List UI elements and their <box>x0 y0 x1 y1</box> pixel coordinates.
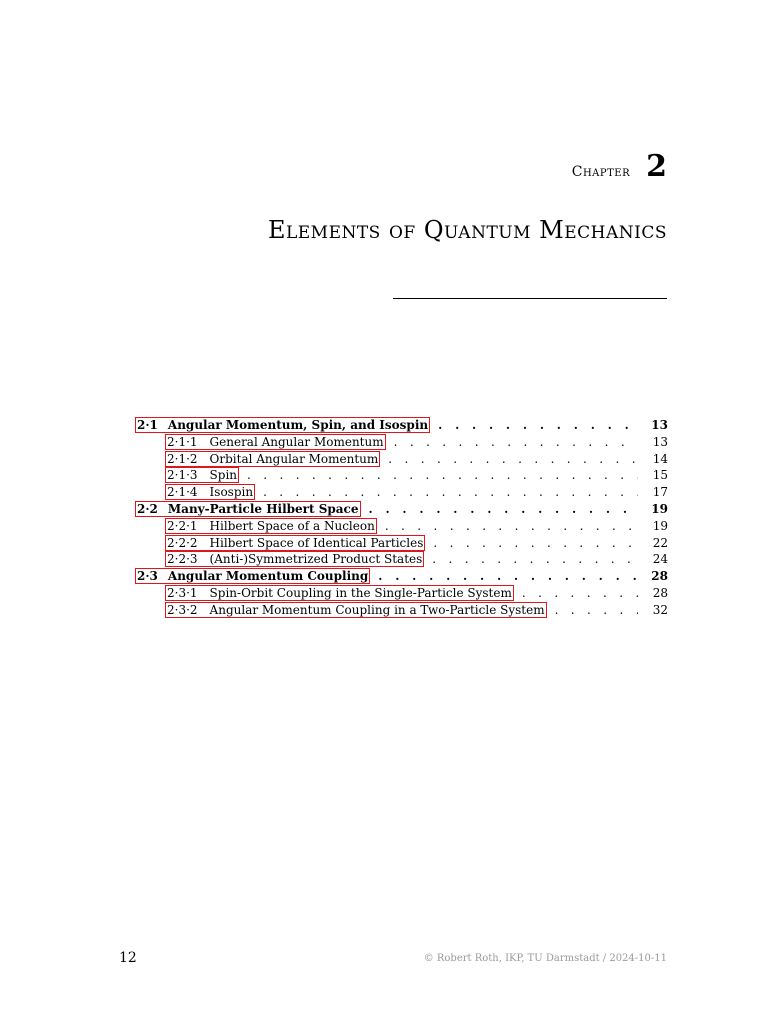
toc-link[interactable] <box>165 467 239 483</box>
toc-number: 2·1·4 <box>167 485 198 500</box>
toc-number: 2·3 <box>137 569 158 584</box>
toc-link[interactable] <box>165 451 380 467</box>
toc-leader-dots <box>263 484 638 501</box>
toc-leader-dots <box>388 451 638 468</box>
toc-number: 2·2·2 <box>167 535 198 550</box>
toc-subsection-row <box>135 467 668 484</box>
toc-link[interactable] <box>165 484 255 500</box>
toc-subsection-row <box>135 602 668 619</box>
toc-subsection-row <box>135 518 668 535</box>
toc-number: 2·3·1 <box>167 585 198 600</box>
toc-subsection-row <box>135 434 668 451</box>
toc-link[interactable] <box>165 518 377 534</box>
toc-title: Angular Momentum, Spin, and Isospin <box>167 418 429 432</box>
toc-title: Hilbert Space of Identical Particles <box>209 535 424 550</box>
toc-title: Angular Momentum Coupling <box>167 569 369 584</box>
toc-number: 2·2·3 <box>167 552 198 567</box>
toc-number: 2·3·2 <box>167 602 198 617</box>
toc-title: Angular Momentum Coupling in a Two-Particle System <box>209 602 545 617</box>
toc-link[interactable] <box>135 568 370 584</box>
toc-page: 19 <box>652 518 668 533</box>
toc-leader-dots <box>438 417 638 434</box>
toc-leader-dots <box>385 518 638 535</box>
toc-page: 17 <box>652 485 668 500</box>
toc-page: 28 <box>651 569 668 584</box>
toc-subsection-row <box>135 551 668 568</box>
toc-page: 22 <box>652 535 668 550</box>
toc-link[interactable] <box>165 551 424 567</box>
toc-number: 2·2 <box>137 501 158 516</box>
toc-page: 19 <box>651 501 668 516</box>
toc-page: 13 <box>651 418 668 432</box>
chapter-title: Elements of Quantum Mechanics <box>267 216 667 244</box>
toc-section-row <box>135 568 668 585</box>
title-rule <box>393 298 667 299</box>
toc-title: Hilbert Space of a Nucleon <box>209 518 375 533</box>
toc-link[interactable] <box>165 585 514 601</box>
toc-subsection-row <box>135 451 668 468</box>
toc-title: Many-Particle Hilbert Space <box>167 501 359 516</box>
toc-number: 2·1·3 <box>167 468 198 483</box>
toc-link[interactable] <box>135 417 430 433</box>
toc-link[interactable] <box>165 535 425 551</box>
toc-title: (Anti-)Symmetrized Product States <box>209 552 423 567</box>
chapter-heading <box>571 149 667 184</box>
toc-page: 32 <box>652 602 668 617</box>
footer-copyright: © Robert Roth, IKP, TU Darmstadt / 2024-10-11 <box>423 953 667 964</box>
chapter-label: Chapter <box>571 164 631 180</box>
toc-leader-dots <box>378 568 638 585</box>
toc-leader-dots <box>433 535 638 552</box>
toc-link[interactable] <box>165 602 547 618</box>
toc-page: 14 <box>652 451 668 466</box>
toc-page: 13 <box>652 434 668 449</box>
toc-link[interactable] <box>135 501 361 517</box>
footer-page-number: 12 <box>119 950 137 966</box>
toc-leader-dots <box>247 467 638 484</box>
toc-subsection-row <box>135 585 668 602</box>
toc-leader-dots <box>432 551 638 568</box>
toc-page: 28 <box>652 585 668 600</box>
toc-number: 2·1·2 <box>167 451 198 466</box>
chapter-number: 2 <box>646 149 667 184</box>
toc-title: Isospin <box>209 485 254 500</box>
toc-title: Orbital Angular Momentum <box>209 451 379 466</box>
toc-leader-dots <box>394 434 638 451</box>
toc-number: 2·2·1 <box>167 518 198 533</box>
toc-section-row <box>135 501 668 518</box>
toc-section-row <box>135 417 668 434</box>
toc-leader-dots <box>369 501 638 518</box>
table-of-contents <box>135 417 668 619</box>
toc-subsection-row <box>135 484 668 501</box>
toc-number: 2·1 <box>137 418 158 432</box>
toc-leader-dots <box>522 585 638 602</box>
toc-title: Spin-Orbit Coupling in the Single-Particle System <box>209 585 512 600</box>
toc-subsection-row <box>135 535 668 552</box>
toc-link[interactable] <box>165 434 386 450</box>
toc-page: 24 <box>652 552 668 567</box>
toc-page: 15 <box>652 468 668 483</box>
toc-number: 2·1·1 <box>167 434 198 449</box>
toc-title: Spin <box>209 468 238 483</box>
toc-title: General Angular Momentum <box>209 434 384 449</box>
toc-leader-dots <box>555 602 638 619</box>
